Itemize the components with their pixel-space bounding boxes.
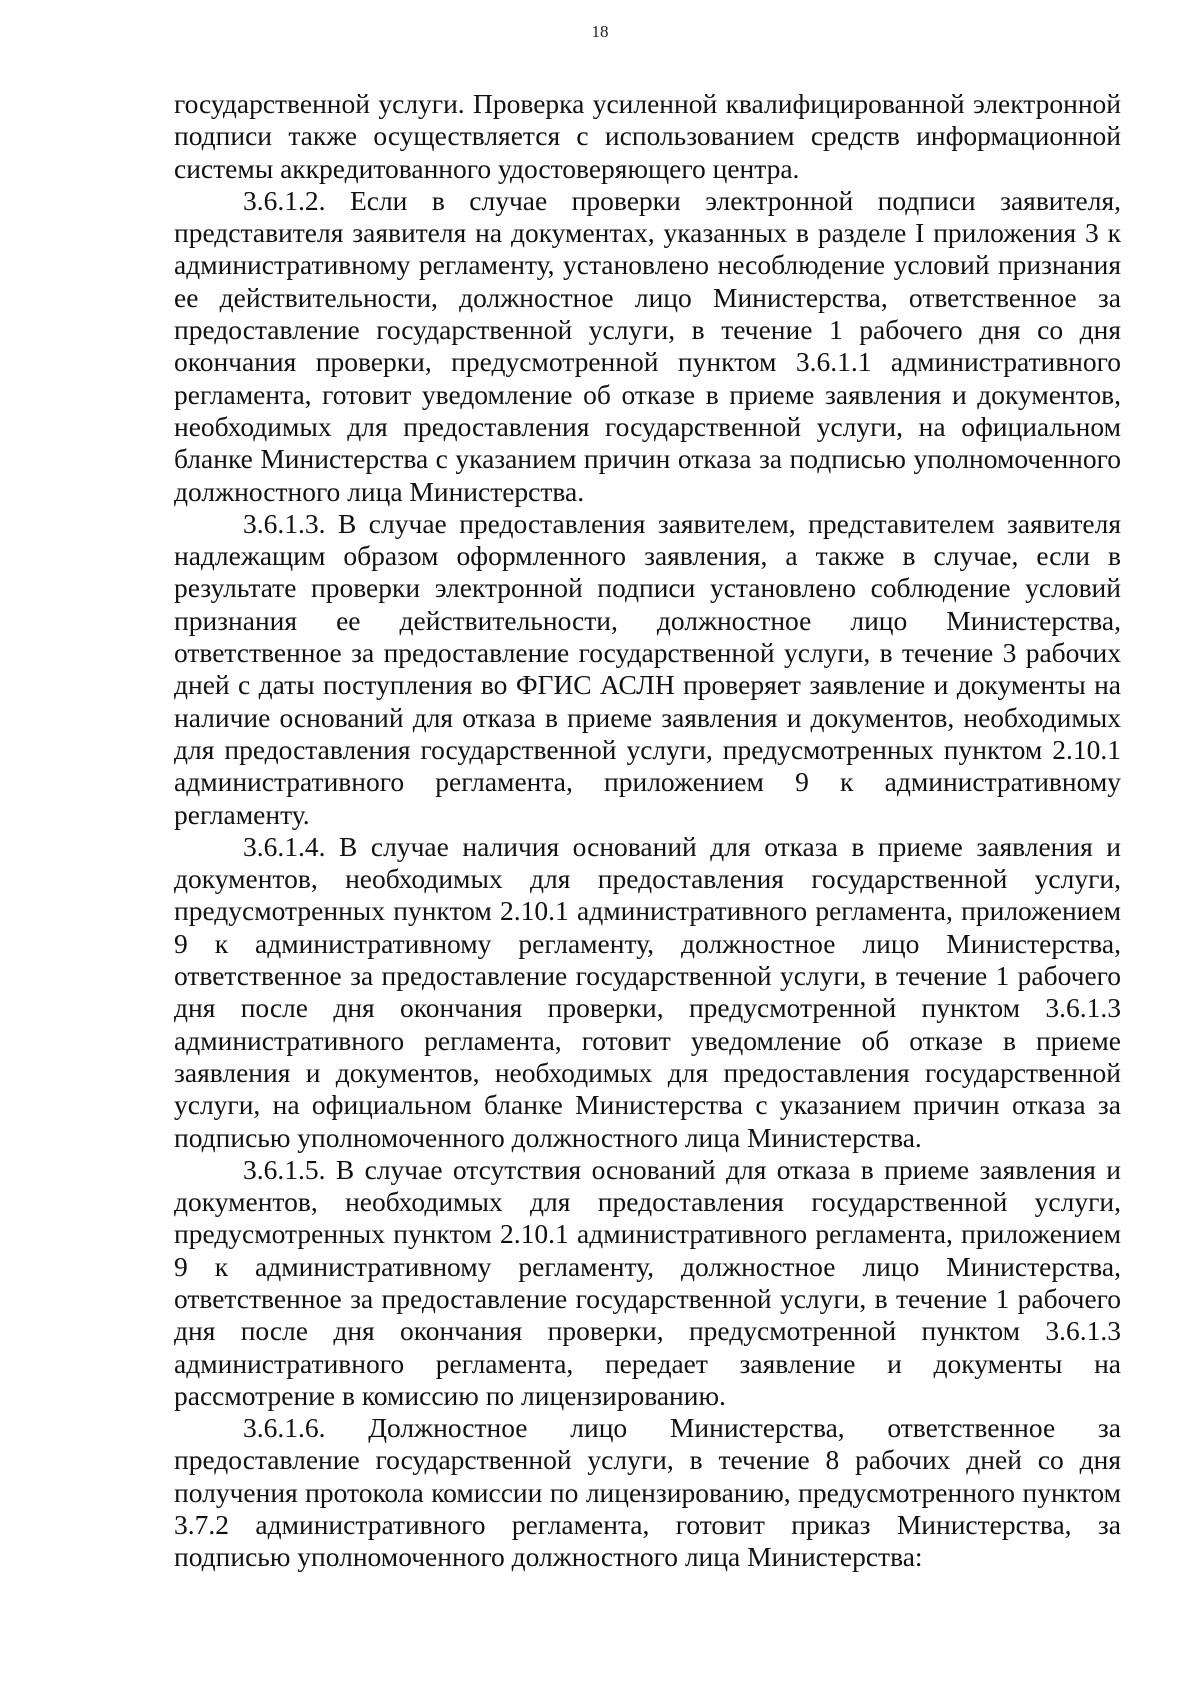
paragraph-3-6-1-4: 3.6.1.4. В случае наличия оснований для отказа в приеме заявления и документов, необходимых для предоставления государственной услуги, предусмотренных пунктом 2.10.1 административного регламента, приложением 9 к административному регламенту, должностное лицо Министерства, ответственное за предоставление государственной услуги, в течение 1 рабочего дня после дня окончания проверки, предусмотренной пунктом 3.6.1.3 административного регламента, готовит уведомление об отказе в приеме заявления и документов, необходимых для предоставления государственной услуги, на официальном бланке Министерства с указанием причин отказа за подписью уполномоченного должностного лица Министерства.: [174, 830, 1121, 1153]
page-number: 18: [591, 22, 609, 41]
paragraph-3-6-1-2: 3.6.1.2. Если в случае проверки электронной подписи заявителя, представителя заявителя на документах, указанных в разделе I приложения 3 к административному регламенту, установлено несоблюдение условий признания ее действительности, должностное лицо Министерства, ответственное за предоставление государственной услуги, в течение 1 рабочего дня со дня окончания проверки, предусмотренной пунктом 3.6.1.1 административного регламента, готовит уведомление об отказе в приеме заявления и документов, необходимых для предоставления государственной услуги, на официальном бланке Министерства с указанием причин отказа за подписью уполномоченного должностного лица Министерства.: [174, 184, 1121, 507]
paragraph-continuation: государственной услуги. Проверка усиленной квалифицированной электронной подписи также осуществляется с использованием средств информационной системы аккредитованного удостоверяющего центра.: [174, 88, 1121, 184]
paragraph-3-6-1-3: 3.6.1.3. В случае предоставления заявителем, представителем заявителя надлежащим образом оформленного заявления, а также в случае, если в результате проверки электронной подписи установлено соблюдение условий признания ее действительности, должностное лицо Министерства, ответственное за предоставление государственной услуги, в течение 3 рабочих дней с даты поступления во ФГИС АСЛН проверяет заявление и документы на наличие оснований для отказа в приеме заявления и документов, необходимых для предоставления государственной услуги, предусмотренных пунктом 2.10.1 административного регламента, приложением 9 к административному регламенту.: [174, 507, 1121, 830]
paragraph-3-6-1-5: 3.6.1.5. В случае отсутствия оснований для отказа в приеме заявления и документов, необходимых для предоставления государственной услуги, предусмотренных пунктом 2.10.1 административного регламента, приложением 9 к административному регламенту, должностное лицо Министерства, ответственное за предоставление государственной услуги, в течение 1 рабочего дня после дня окончания проверки, предусмотренной пунктом 3.6.1.3 административного регламента, передает заявление и документы на рассмотрение в комиссию по лицензированию.: [174, 1153, 1121, 1411]
document-body: [174, 88, 1121, 1574]
paragraph-3-6-1-6: 3.6.1.6. Должностное лицо Министерства, ответственное за предоставление государственной услуги, в течение 8 рабочих дней со дня получения протокола комиссии по лицензированию, предусмотренного пунктом 3.7.2 административного регламента, готовит приказ Министерства, за подписью уполномоченного должностного лица Министерства:: [174, 1412, 1121, 1573]
